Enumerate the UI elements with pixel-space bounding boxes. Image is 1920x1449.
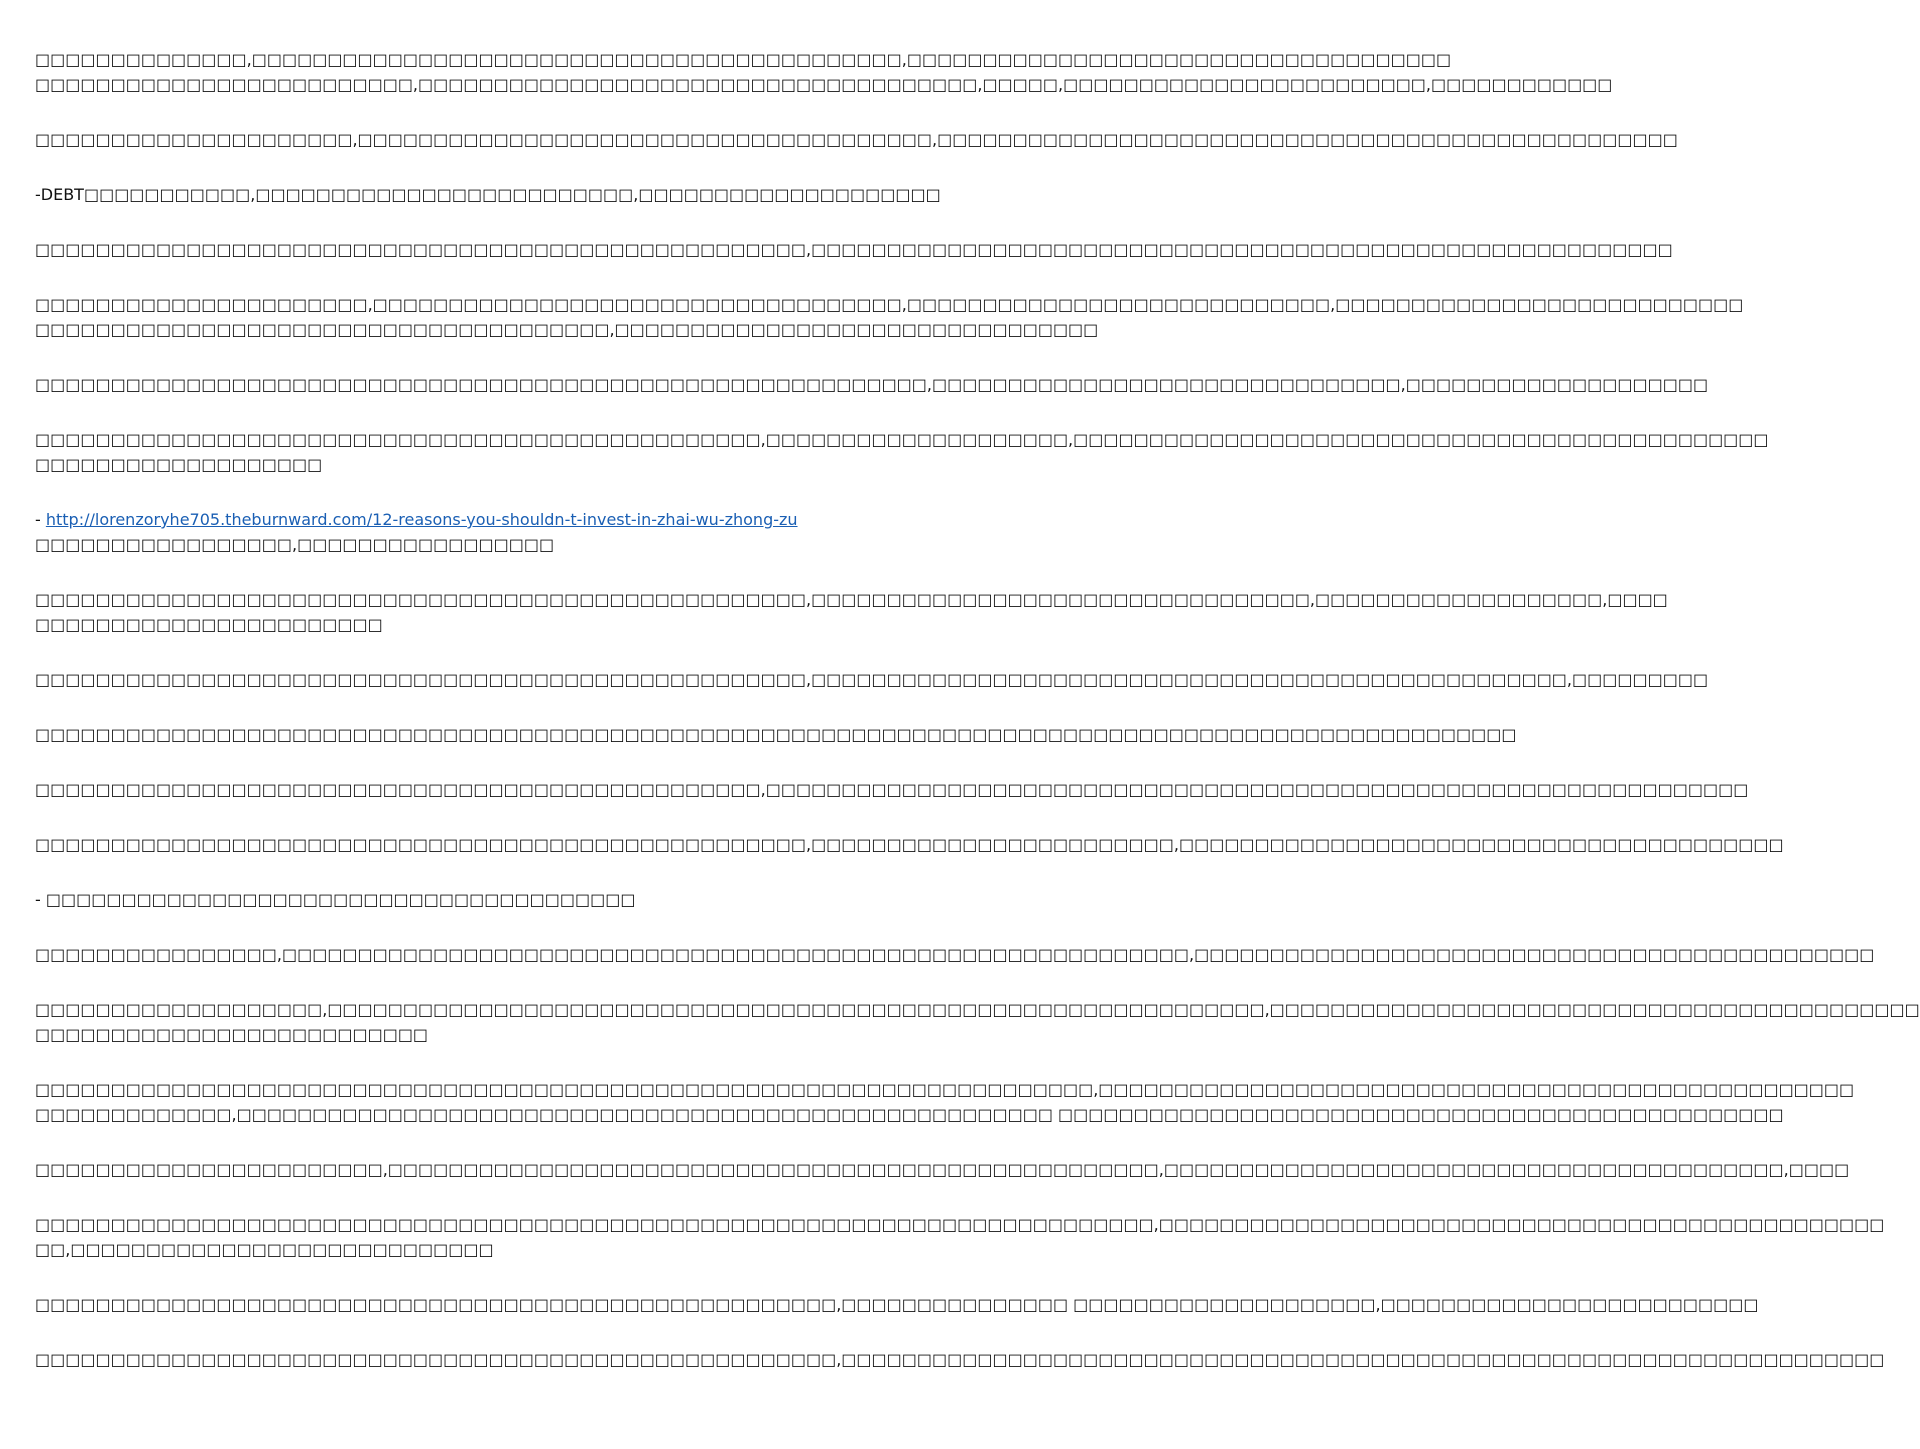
paragraph-line: □□□□□□□□□□□□□□,□□□□□□□□□□□□□□□□□□□□□□□□□□□□□□□□□□□□□□□□□□□,□□□□□□□□□□□□□□□□□□□□□□□□□□□□□□□□□□□□ (35, 50, 1452, 69)
paragraph (35, 127, 1678, 152)
paragraph-line: □□□□□□□□□□□□□□□□,□□□□□□□□□□□□□□□□□□□□□□□□□□□□□□□□□□□□□□□□□□□□□□□□□□□□□□□□□□□□,□□□□□□□□□□□□□□□□□□□□□□□□□□□□□□□□□□□□□□□□□□□□□ (35, 945, 1875, 964)
paragraph-line: □□□□□□□□□□□□□□□□□□□□□□□□□□□□□□□□□□□□□□□□□□□□□□□□□□□□□□□□□□□□□□□□□□□□□□,□□□□□□□□□□□□□□□□□□□□□□□□□□□□□□□□□□□□□□□□□□□□□□□□□□ (35, 1080, 1855, 1099)
paragraph-line: - □□□□□□□□□□□□□□□□□□□□□□□□□□□□□□□□□□□□□□□ (35, 890, 636, 909)
paragraph (35, 292, 1744, 342)
paragraph (35, 47, 1613, 97)
document-page (35, 47, 1920, 1402)
paragraph (35, 182, 990, 207)
paragraph-line: □□□□□□□□□□□□□□□□□□□□□□□□□□□□□□□□□□□□□□□□□□□□□□□□□□□,□□□□□□□□□□□□□□□□□□□□□□□□□□□□□□□□□,□□□□□□□□□□□□□□□□□□□,□□□□ (35, 590, 1668, 609)
paragraph (35, 777, 1749, 802)
paragraph-line: □□□□□□□□□□□□□□□□□□□□□□□□□□□□□□□□□□□□□□□□□□□□□□□□□□□□□□□□□□□□□□□□□□□□□□□□□□,□□□□□□□□□□□□□□□□□□□□□□□□□□□□□□□□□□□□□□□□□□□□□□□□ (35, 1215, 1885, 1234)
paragraph-line: □□□□□□□□□□□□□□□□□□□□□□□□□,□□□□□□□□□□□□□□□□□□□□□□□□□□□□□□□□□□□□□,□□□□□,□□□□□□□□□□□□□□□□□□□□□□□□,□□□□□□□□□□□□ (35, 75, 1613, 94)
paragraph (35, 1347, 1885, 1372)
list-bullet: - (35, 510, 46, 529)
paragraph-line: -DEBT□□□□□□□□□□□,□□□□□□□□□□□□□□□□□□□□□□□□□,□□□□□□□□□□□□□□□□□□□□ (35, 185, 941, 204)
paragraph-line: □□□□□□□□□□□□□,□□□□□□□□□□□□□□□□□□□□□□□□□□□□□□□□□□□□□□□□□□□□□□□□□□□□□□ □□□□□□□□□□□□□□□□□□□□□□□□□□□□□□□□□□□□□□□□□□□□□□□□ (35, 1105, 1784, 1124)
paragraph-line: □□□□□□□□□□□□□□□□□□□□□□□□□□ (35, 1025, 429, 1044)
paragraph-line: □□□□□□□□□□□□□□□□□□□□□□□□□□□□□□□□□□□□□□□□□□□□□□□□□□□□□□□□□□□,□□□□□□□□□□□□□□□□□□□□□□□□□□□□□□□,□□□□□□□□□□□□□□□□□□□□ (35, 375, 1709, 394)
paragraph (35, 997, 1920, 1047)
paragraph (35, 372, 1709, 397)
paragraph-line: □□□□□□□□□□□□□□□□□□□□□□□□□□□□□□□□□□□□□□□□□□□□□□□□□□□□□□□□□□□□□□□□□□□□□□□□□□□□□□□□□□□□□□□□□□□□□□□□□□ (35, 725, 1517, 744)
paragraph (35, 1077, 1855, 1127)
paragraph-line: □□□□□□□□□□□□□□□□□□□□□□□,□□□□□□□□□□□□□□□□□□□□□□□□□□□□□□□□□□□□□□□□□□□□□□□□□□□,□□□□□□□□□□□□□□□□□□□□□□□□□□□□□□□□□□□□□□□□□,□□□□ (35, 1160, 1850, 1179)
paragraph-line: □□□□□□□□□□□□□□□□□□□□□□□□□□□□□□□□□□□□□□□□□□□□□□□□□□□,□□□□□□□□□□□□□□□□□□□□□□□□□□□□□□□□□□□□□□□□□□□□□□□□□□□□□□□□□ (35, 240, 1673, 259)
paragraph-line: □□□□□□□□□□□□□□□□□□□□□□□□□□□□□□□□□□□□□□□□□□□□□□□□,□□□□□□□□□□□□□□□□□□□□□□□□□□□□□□□□□□□□□□□□□□□□□□□□□□□□□□□□□□□□□□□□□ (35, 780, 1749, 799)
paragraph-line: □□□□□□□□□□□□□□□□□□□□□□□□□□□□□□□□□□□□□□,□□□□□□□□□□□□□□□□□□□□□□□□□□□□□□□□ (35, 320, 1099, 339)
paragraph-line: □□□□□□□□□□□□□□□□□□□□□□,□□□□□□□□□□□□□□□□□□□□□□□□□□□□□□□□□□□,□□□□□□□□□□□□□□□□□□□□□□□□□□□□,□□□□□□□□□□□□□□□□□□□□□□□□□□□ (35, 295, 1744, 314)
paragraph (35, 1212, 1885, 1262)
paragraph-line: □□□□□□□□□□□□□□□□□□□□□,□□□□□□□□□□□□□□□□□□□□□□□□□□□□□□□□□□□□□□,□□□□□□□□□□□□□□□□□□□□□□□□□□□□□□□□□□□□□□□□□□□□□□□□□ (35, 130, 1678, 149)
paragraph-line: □□□□□□□□□□□□□□□□□□□□□□□□□□□□□□□□□□□□□□□□□□□□□□□□□□□□□,□□□□□□□□□□□□□□□ □□□□□□□□□□□□□□□□□□□□,□□□□□□□□□□□□□□□□□□□□□□□□□ (35, 1295, 1759, 1314)
paragraph-line: □□□□□□□□□□□□□□□□□□□□□□□□□□□□□□□□□□□□□□□□□□□□□□□□□□□,□□□□□□□□□□□□□□□□□□□□□□□□,□□□□□□□□□□□□□□□□□□□□□□□□□□□□□□□□□□□□□□□□ (35, 835, 1784, 854)
paragraph (35, 427, 1769, 477)
paragraph-line: □□□□□□□□□□□□□□□□□□□□□□□□□□□□□□□□□□□□□□□□□□□□□□□□,□□□□□□□□□□□□□□□□□□□□,□□□□□□□□□□□□□□□□□□□□□□□□□□□□□□□□□□□□□□□□□□□□□□ (35, 430, 1769, 449)
external-link[interactable]: http://lorenzoryhe705.theburnward.com/12-reasons-you-shouldn-t-invest-in-zhai-wu-zhong-zu (45, 510, 798, 529)
paragraph-line: □□□□□□□□□□□□□□□□□,□□□□□□□□□□□□□□□□□ (35, 535, 555, 554)
paragraph (35, 1157, 1850, 1182)
paragraph-line: □□□□□□□□□□□□□□□□□□□□□□□□□□□□□□□□□□□□□□□□□□□□□□□□□□□□□,□□□□□□□□□□□□□□□□□□□□□□□□□□□□□□□□□□□□□□□□□□□□□□□□□□□□□□□□□□□□□□□□□□□□□ (35, 1350, 1885, 1369)
paragraph-line: □□□□□□□□□□□□□□□□□□□ (35, 455, 323, 474)
paragraph (35, 942, 1875, 967)
link-line (35, 507, 990, 532)
paragraph (35, 507, 990, 557)
paragraph (35, 722, 1517, 747)
paragraph (35, 832, 1784, 857)
paragraph-line: □□□□□□□□□□□□□□□□□□□,□□□□□□□□□□□□□□□□□□□□□□□□□□□□□□□□□□□□□□□□□□□□□□□□□□□□□□□□□□□□□□,□□□□□□□□□□□□□□□□□□□□□□□□□□□□□□□□□□□□□□□□□□□ (35, 1000, 1920, 1019)
paragraph (35, 587, 1668, 637)
paragraph-line: □□□□□□□□□□□□□□□□□□□□□□□□□□□□□□□□□□□□□□□□□□□□□□□□□□□,□□□□□□□□□□□□□□□□□□□□□□□□□□□□□□□□□□□□□□□□□□□□□□□□□□,□□□□□□□□□ (35, 670, 1709, 689)
paragraph (35, 237, 1673, 262)
paragraph (35, 667, 1709, 692)
paragraph-line: □□□□□□□□□□□□□□□□□□□□□□□ (35, 615, 383, 634)
paragraph (35, 887, 990, 912)
paragraph (35, 1292, 1759, 1317)
paragraph-line: □□,□□□□□□□□□□□□□□□□□□□□□□□□□□□□ (35, 1240, 494, 1259)
